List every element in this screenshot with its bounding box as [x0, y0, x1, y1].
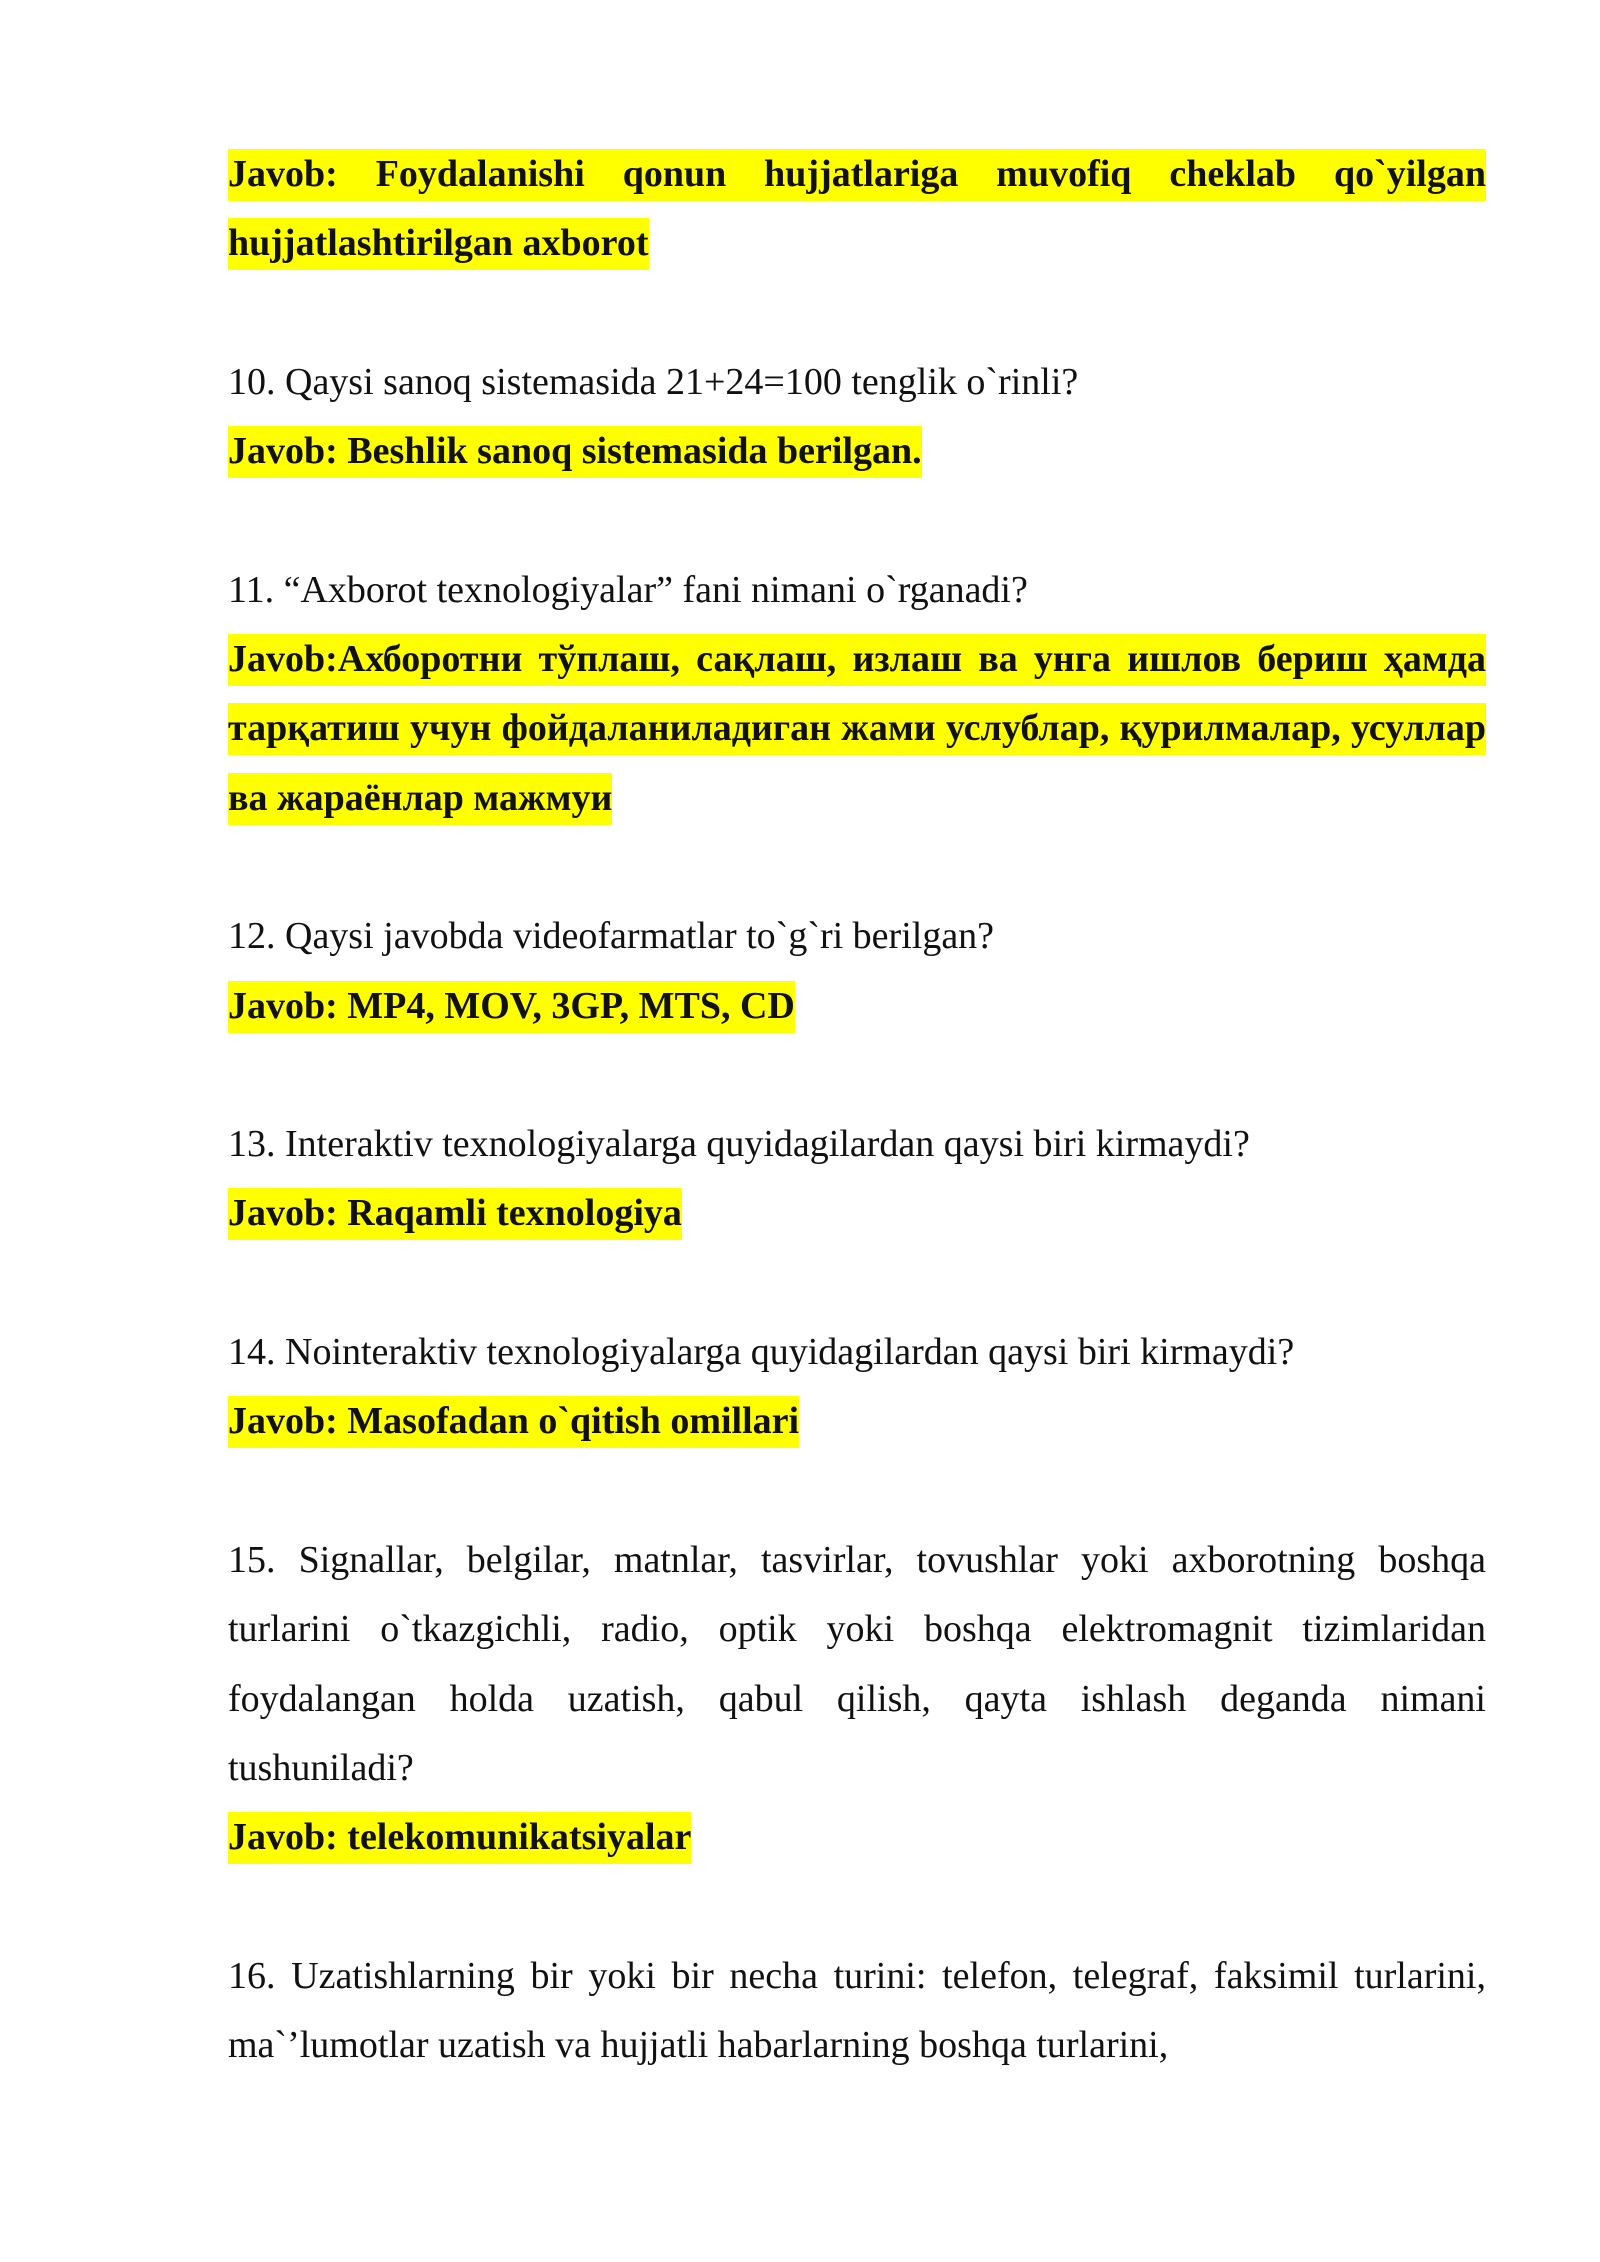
- spacer: [228, 833, 1486, 902]
- answer-12-text: Javob: MP4, MOV, 3GP, MTS, CD: [228, 981, 795, 1033]
- question-14: 14. Nointeraktiv texnologiyalarga quyidagilardan qaysi biri kirmaydi?: [228, 1331, 1295, 1374]
- question-13: 13. Interaktiv texnologiyalarga quyidagilardan qaysi biri kirmaydi?: [228, 1123, 1250, 1166]
- spacer: [228, 486, 1486, 555]
- answer-11: [228, 625, 1486, 833]
- question-15: 15. Signallar, belgilar, matnlar, tasvirlar, tovushlar yoki axborotning boshqa turlarini o`tkazgichli, radio, optik yoki boshqa elektromagnit tizimlaridan foydalangan holda uzatish, qabul qilish, qayta ishlash deganda nimani tushuniladi?: [228, 1538, 1486, 1789]
- spacer: [228, 1249, 1486, 1318]
- question-12: 12. Qaysi javobda videofarmatlar to`g`ri berilgan?: [228, 915, 995, 958]
- question-16: 16. Uzatishlarning bir yoki bir necha turini: telefon, telegraf, faksimil turlarini, ma`’lumotlar uzatish va hujjatli habarlarning boshqa turlarini,: [228, 1954, 1486, 2067]
- answer-14: [228, 1387, 1486, 1456]
- spacer: [228, 279, 1486, 348]
- answer-13: [228, 1179, 1486, 1248]
- answer-12: [228, 972, 1486, 1041]
- answer-10-text: Javob: Beshlik sanoq sistemasida berilgan.: [228, 426, 922, 478]
- answer-9-text: Javob: Foydalanishi qonun hujjatlariga muvofiq cheklab qo`yilgan hujjatlashtirilgan axborot: [228, 149, 1486, 270]
- question-10: 10. Qaysi sanoq sistemasida 21+24=100 tenglik o`rinli?: [228, 360, 1079, 403]
- document-page: [228, 140, 1486, 2080]
- spacer: [228, 1457, 1486, 1526]
- spacer: [228, 1041, 1486, 1110]
- answer-9: [228, 140, 1486, 279]
- answer-15-text: Javob: telekomunikatsiyalar: [228, 1812, 691, 1864]
- answer-10: [228, 417, 1486, 486]
- answer-11-text: Javob:Ахборотни тўплаш, сақлаш, излаш ва унга ишлов бериш ҳамда тарқатиш учун фойдаланиладиган жами услублар, қурилмалар, усуллар ва жараёнлар мажмуи: [228, 634, 1486, 825]
- question-11: 11. “Axborot texnologiyalar” fani nimani o`rganadi?: [228, 568, 1028, 611]
- answer-15: [228, 1803, 1486, 1872]
- answer-14-text: Javob: Masofadan o`qitish omillari: [228, 1396, 799, 1448]
- spacer: [228, 1872, 1486, 1941]
- answer-13-text: Javob: Raqamli texnologiya: [228, 1188, 682, 1240]
